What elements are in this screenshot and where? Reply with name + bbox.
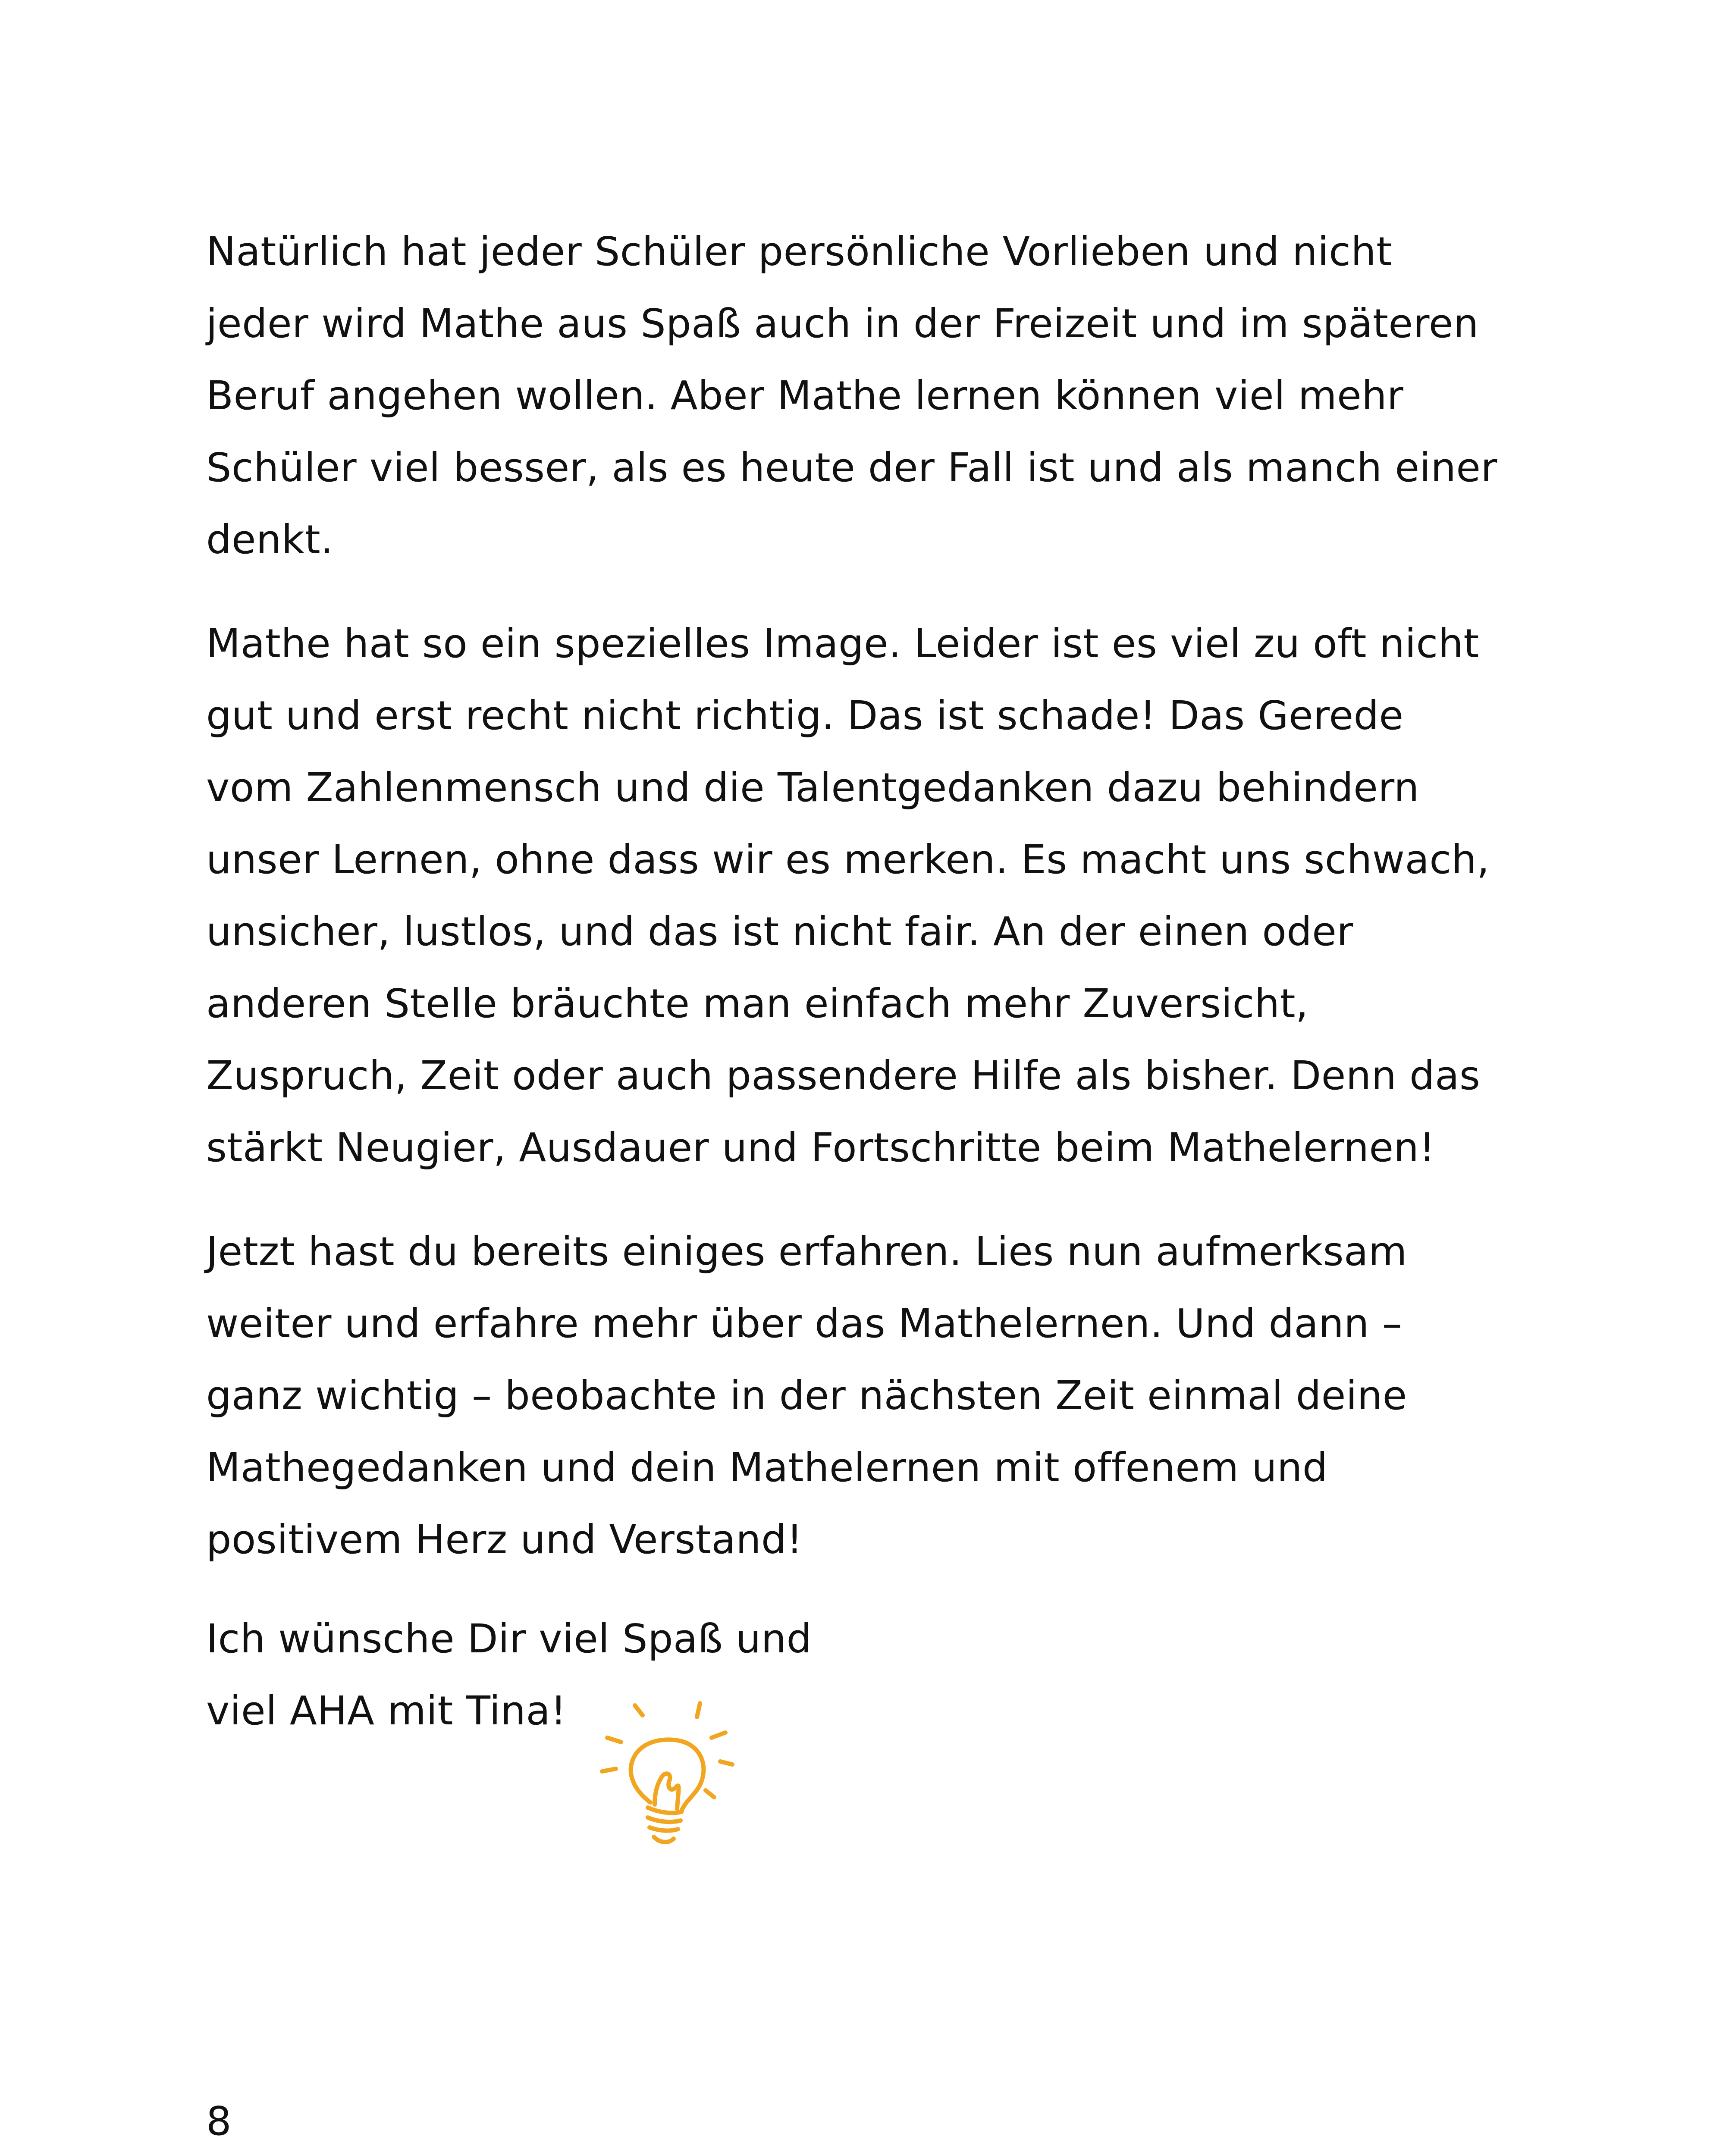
paragraph-3: Jetzt hast du bereits einiges erfahren. Lies nun aufmerksam weiter und erfahre mehr über das Mathelernen. Und dann – ganz wichtig – beobachte in der nächsten Zeit einmal deine Mathegedanken und dein Mathelernen mit offenem und positivem Herz und Verstand! — [206, 1228, 1408, 1563]
paragraph-1: Natürlich hat jeder Schüler persönliche Vorlieben und nicht jeder wird Mathe aus Spaß auch in der Freizeit und im späteren Beruf angehen wollen. Aber Mathe lernen können viel mehr Schüler viel besser, als es heute der Fall ist und als manch einer denkt. — [206, 229, 1497, 563]
body-text — [206, 216, 1534, 1608]
lightbulb-icon — [595, 1695, 759, 1867]
paragraph-2: Mathe hat so ein spezielles Image. Leider ist es viel zu oft nicht gut und erst recht nicht richtig. Das ist schade! Das Gerede vom Zahlenmensch und die Talentgedanken dazu behindern unser Lernen, ohne dass wir es merken. Es macht uns schwach, unsicher, lustlos, und das ist nicht fair. An der einen oder anderen Stelle bräuchte man einfach mehr Zuversicht, Zuspruch, Zeit oder auch passendere Hilfe als bisher. Denn das stärkt Neugier, Ausdauer und Fortschritte beim Mathelernen! — [206, 620, 1490, 1171]
closing-greeting: Ich wünsche Dir viel Spaß und viel AHA mit Tina! — [206, 1616, 812, 1734]
page-number: 8 — [206, 2098, 232, 2144]
